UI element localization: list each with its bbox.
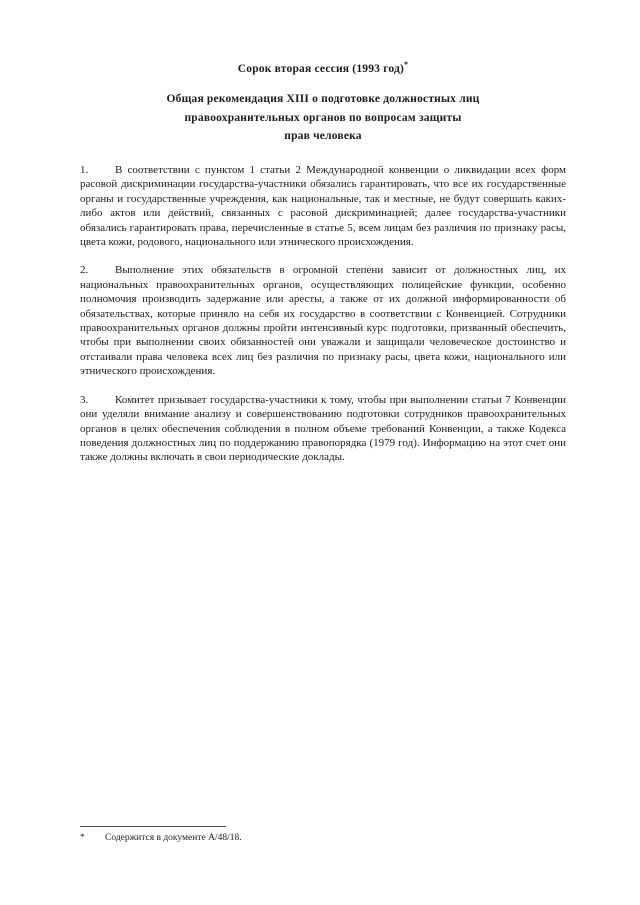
footnote-divider — [80, 826, 226, 827]
paragraph-3 — [80, 393, 566, 465]
paragraph-1-text: В соответствии с пунктом 1 статьи 2 Международной конвенции о ликвидации всех форм расовой дискриминации государства-участники обязались гарантировать, что все их государственные органы и государственные учреждения, как национальные, так и местные, не будут совершать каких-либо актов или действий, связанных с расовой дискриминацией; далее государства-участники обязались гарантировать права, перечисленные в статье 5, всем лицам без различия по признаку расы, цвета кожи, родового, национального или этнического происхождения. — [80, 164, 566, 249]
session-title-footnote-marker: * — [404, 60, 409, 69]
heading-line-2: правоохранительных органов по вопросам защиты — [184, 111, 462, 124]
paragraph-3-number: 3. — [80, 393, 89, 406]
paragraph-1-number: 1. — [80, 164, 89, 176]
footnote — [80, 833, 566, 843]
paragraph-3-text: Комитет призывает государства-участники к тому, чтобы при выполнении статьи 7 Конвенции они уделяли внимание анализу и совершенствованию подготовки сотрудников правоохранительных органов в целях обеспечения соблюдения в полном объеме требований Конвенции, а также Кодекса поведения должностных лиц по поддержанию правопорядка (1979 год). Информацию на этот счет они также должны включать в свои периодические доклады. — [80, 393, 566, 464]
heading-line-1: Общая рекомендация XIII о подготовке должностных лиц — [166, 93, 480, 105]
footnote-marker: * — [80, 833, 85, 843]
paragraph-2-number: 2. — [80, 264, 89, 277]
footnote-area — [80, 826, 566, 843]
session-title — [80, 60, 566, 75]
paragraph-2 — [80, 263, 566, 378]
document-body — [80, 163, 566, 479]
document-heading — [80, 90, 566, 146]
paragraph-1 — [80, 163, 566, 249]
heading-line-3: прав человека — [284, 130, 362, 142]
footnote-text: Содержится в документе A/48/18. — [105, 833, 242, 843]
paragraph-2-text: Выполнение этих обязательств в огромной степени зависит от должностных лиц, их национальных правоохранительных органов, осуществляющих полицейские функции, особенно полномочия производить задержание или аресты, а также от их должной информированности об обязательствах, которые приняло на себя их государство в соответствии с Конвенцией. Сотрудники правоохранительных органов должны пройти интенсивный курс подготовки, призванный обеспечить, чтобы при выполнении своих обязанностей они уважали и защищали человеческое достоинство и отстаивали права человека всех лиц без различия по признаку расы, цвета кожи, национального или этнического происхождения. — [80, 264, 566, 378]
session-title-text: Сорок вторая сессия (1993 год) — [237, 62, 405, 75]
